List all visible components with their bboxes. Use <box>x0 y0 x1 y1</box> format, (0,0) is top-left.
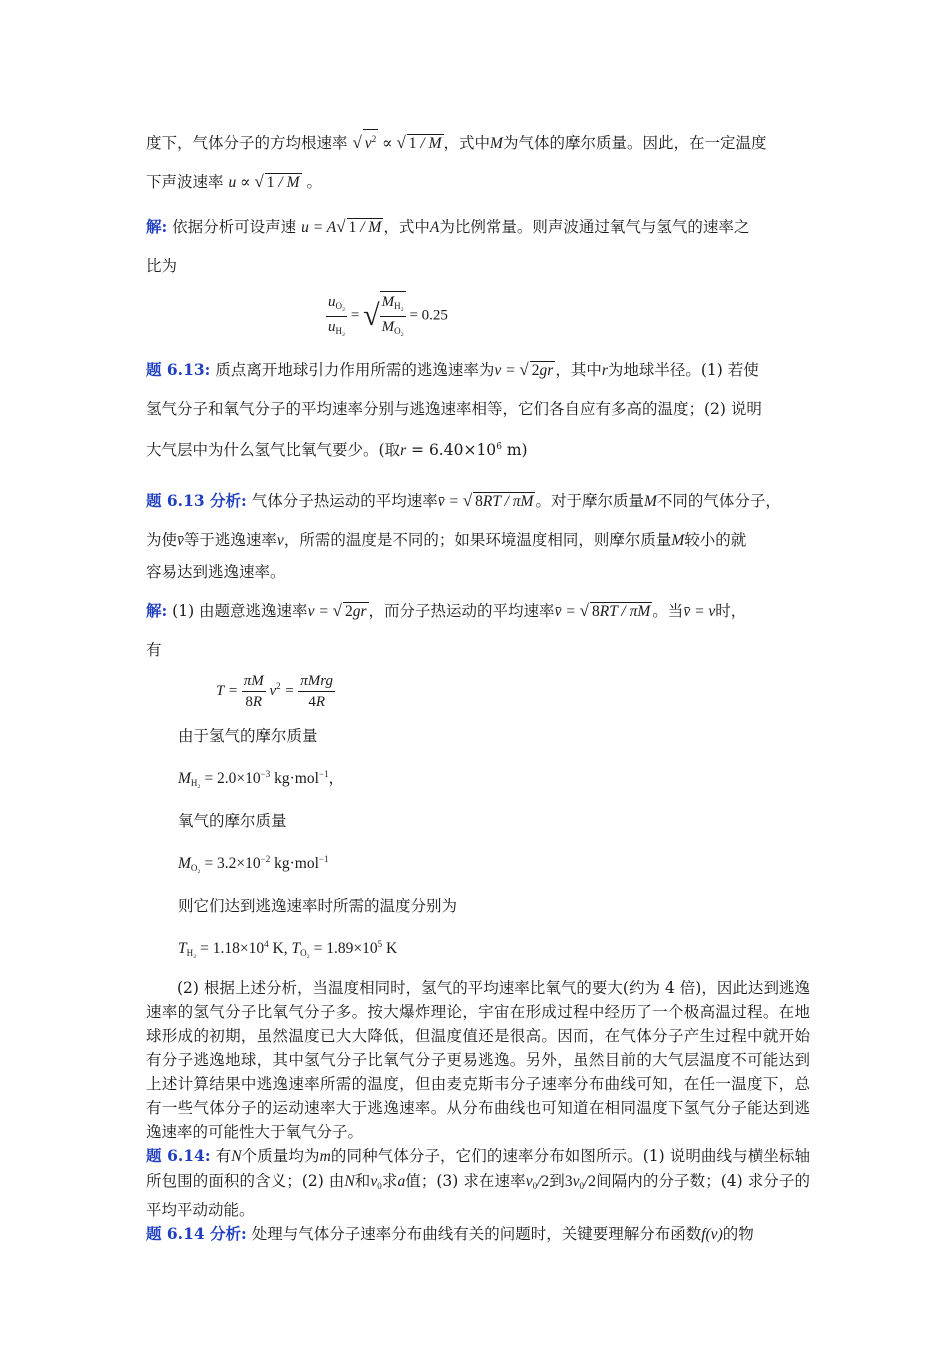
formula-sound-speed: u ∝ √ 1 / M <box>228 172 300 191</box>
solution-6-13: 解: (1) 由题意逃逸速率v = √ 2gr ，而分子热运动的平均速率v̄ = √ 8RT / πM 。当v̄ = v时， 有 <box>146 601 747 659</box>
analysis-6-13: 题 6.13 分析: 气体分子热运动的平均速率v̄ = √ 8RT / πM 。对于摩尔质量M不同的气体分子， 为使v̄等于逃逸速率v，所需的温度是不同的；如果环境温度相同，则摩尔质量M较小的就 <box>146 491 781 549</box>
temperature-results: $T_{H_2} = 1.18\times 10^4$ K, $T_{O_2} = 1.89\times 10^5$ K <box>178 939 398 958</box>
temperature-equation: T = $\frac{\pi M}{8R}$ $v^2$ = $\frac{\text{πMrg}}{4R}$ <box>216 673 334 710</box>
paragraph-rms-speed: 度下，气体分子的方均根速率 √ $v^2$ ∝ √ 1 / M ，式中M为气体的摩尔质量。因此，在一定温度 下声波速率 u ∝ √ 1 / M 。 <box>146 124 810 202</box>
analysis-6-14: 题 6.14 分析: 处理与气体分子速率分布曲线有关的问题时，关键要理解分布函数f(v)的物 <box>146 1224 754 1243</box>
question-6-13: 题 6.13: 质点离开地球引力作用所需的逃逸速率为v = √ 2gr ，其中r为地球半径。(1) 若使 氢气分子和氧气分子的平均速率分别与逃逸速率相等，它们各自应有多高的温度；(2) 说明 大气层中为什么氢气比氧气要少。(取$r = 6.40\times 10^6$ m) <box>146 360 762 459</box>
document-page <box>146 124 810 1247</box>
h2-molar-mass-text: 由于氢气的摩尔质量 <box>178 727 318 745</box>
h2-molar-mass: $M_{H_2} = 2.0\times 10^{-3}$ kg·mol$^{-1}$， <box>178 769 344 788</box>
temperature-text: 则它们达到逃逸速率时所需的温度分别为 <box>178 897 458 915</box>
question-6-14: 题 6.14: 有N个质量均为m的同种气体分子，它们的速率分布如图所示。(1) 说明曲线与横坐标轴所包围的面积的含义；(2) 由N和$v_0$求a值；(3) 求在速率$v_0/2$到$3v_0/2$间隔内的分子数；(4) 求分子的平均平动动能。 <box>146 1146 810 1219</box>
o2-molar-mass: $M_{O_2} = 3.2\times 10^{-2}$ kg·mol$^{-1}$ <box>178 854 329 873</box>
solution-6-13-part2: (2) 根据上述分析，当温度相同时，氢气的平均速率比氧气的要大(约为 4 倍)，因此达到逃逸速率的氢气分子比氧气分子多。按大爆炸理论，宇宙在形成过程中经历了一个极高温过程。在地球形成的初期，虽然温度已大大降低，但温度值还是很高。因而，在气体分子产生过程中就开始有分子逃逸地球，其中氢气分子比氧气分子更易逃逸。另外，虽然目前的大气层温度不可能达到上述计算结果中逃逸速率所需的温度，但由麦克斯韦分子速率分布曲线可知，在任一温度下，总有一些气体分子的运动速率大于逃逸速率。从分布曲线也可知道在相同温度下氢气分子能达到逃逸速率的可能性大于氧气分子。 <box>146 979 810 1141</box>
paragraph-solution-612: 解: 依据分析可设声速 u = A√ 1 / M ，式中A为比例常量。则声波通过氧气与氢气的速率之 比为 <box>146 217 750 275</box>
ratio-equation: $\frac{u_{O_2}}{u_{H_2}}$ = √ $\frac{M_{H_2}}{M_{O_2}}$ = 0.25 <box>326 291 810 341</box>
formula-rms: √ $v^2$ ∝ √ 1 / M <box>352 135 443 152</box>
analysis-6-13-end: 容易达到逃逸速率。 <box>146 563 286 581</box>
o2-molar-mass-text: 氧气的摩尔质量 <box>178 812 287 830</box>
